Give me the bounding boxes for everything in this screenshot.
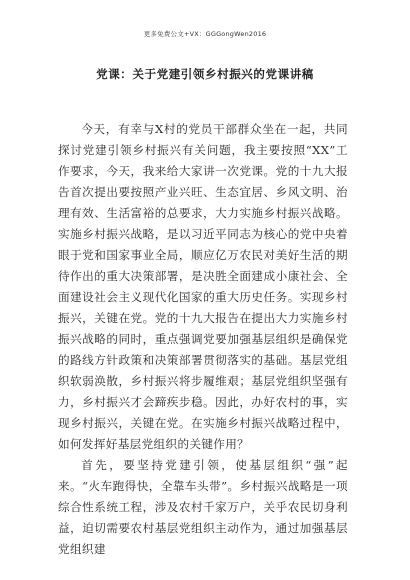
header-promo-note: 更多免费公文+VX：GGGongWen2016: [143, 30, 267, 38]
document-title: 党课：关于党建引领乡村振兴的党课讲稿: [96, 67, 314, 81]
body-paragraph-2: 首先，要坚持党建引领，使基层组织“强”起来。“火车跑得快，全靠车头带”。乡村振兴战略是一项综合性系统工程，涉及农村千家万户，关乎农民切身利益，迫切需要农村基层党组织主动作为，通过加强基层党组织建: [58, 458, 348, 556]
document-body: [58, 119, 348, 560]
body-paragraph-1: 今天，有幸与X村的党员干部群众坐在一起，共同探讨党建引领乡村振兴有关问题，我主要按照“XX”工作要求，今天，我来给大家讲一次党课。党的十九大报告首次提出要按照产业兴旺、生态宜居、乡风文明、治理有效、生活富裕的总要求，大力实施乡村振兴战略。实施乡村振兴战略，是以习近平同志为核心的党中央着眼于党和国家事业全局，顺应亿万农民对美好生活的期待作出的重大决策部署，是决胜全面建成小康社会、全面建设社会主义现代化国家的重大历史任务。实现乡村振兴，关键在党。党的十九大报告在提出大力实施乡村振兴战略的同时，重点强调党要加强基层组织是确保党的路线方针政策和决策部署贯彻落实的基础。基层党组织软弱涣散，乡村振兴将步履维艰；基层党组织坚强有力，乡村振兴才会蹄疾步稳。因此，办好农村的事，实现乡村振兴，关键在党。在实施乡村振兴战略过程中，如何发挥好基层党组织的关键作用？: [58, 122, 348, 451]
